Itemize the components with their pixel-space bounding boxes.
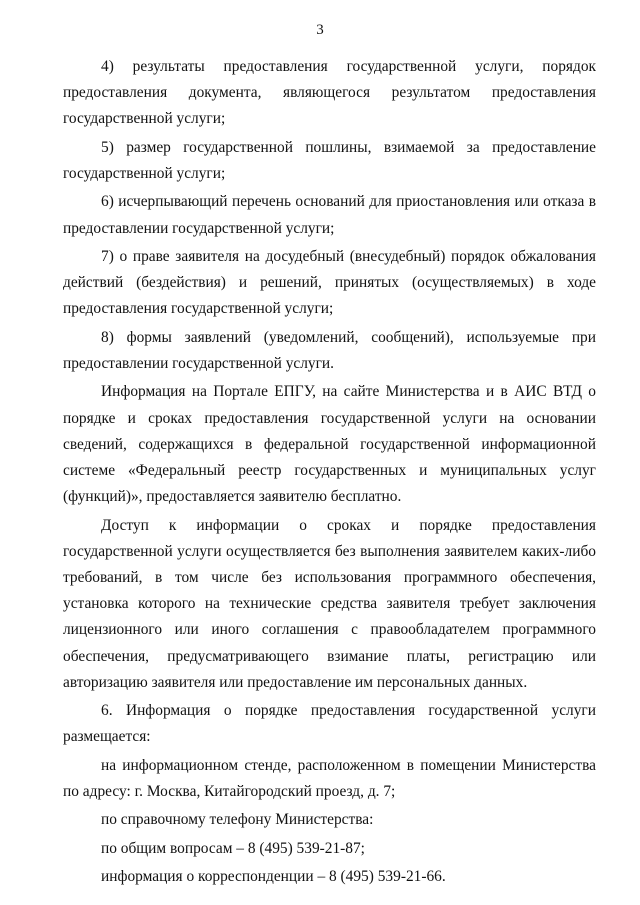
document-body <box>63 54 596 890</box>
paragraph-phone-correspondence: информация о корреспонденции – 8 (495) 539-21-66. <box>101 868 446 886</box>
paragraph-access-info: Доступ к информации о сроках и порядке предоставления государственной услуги осуществляется без выполнения заявителем каких-либо требований, в том числе без использования программного обеспечения, установка которого на технические средства заявителя требует заключения лицензионного или иного соглашения с правообладателем программного обеспечения, предусматривающего взимание платы, регистрацию или авторизацию заявителя или предоставление им персональных данных. <box>63 516 596 691</box>
page-number: 3 <box>316 22 324 38</box>
paragraph-portal-info: Информация на Портале ЕПГУ, на сайте Министерства и в АИС ВТД о порядке и сроках предоставления государственной услуги на основании сведений, содержащихся в федеральной государственной информационной системе «Федеральный реестр государственных и муниципальных услуг (функций)», предоставляется заявителю бесплатно. <box>63 383 596 506</box>
paragraph-phone-general: по общим вопросам – 8 (495) 539-21-87; <box>101 839 365 857</box>
paragraph-item-8-forms: 8) формы заявлений (уведомлений, сообщений), используемые при предоставлении государственной услуги. <box>63 328 596 372</box>
paragraph-item-7-appeal: 7) о праве заявителя на досудебный (внесудебный) порядок обжалования действий (бездействия) и решений, принятых (осуществляемых) в ходе предоставления государственной услуги; <box>63 247 596 318</box>
paragraph-phone-heading: по справочному телефону Министерства: <box>101 811 374 829</box>
paragraph-section-6: 6. Информация о порядке предоставления государственной услуги размещается: <box>63 702 596 746</box>
paragraph-item-6-grounds: 6) исчерпывающий перечень оснований для приостановления или отказа в предоставлении государственной услуги; <box>63 193 596 237</box>
paragraph-info-stand: на информационном стенде, расположенном в помещении Министерства по адресу: г. Москва, Китайгородский проезд, д. 7; <box>63 756 596 800</box>
paragraph-item-5-fee: 5) размер государственной пошлины, взимаемой за предоставление государственной услуги; <box>63 138 596 182</box>
paragraph-item-4-results: 4) результаты предоставления государственной услуги, порядок предоставления документа, являющегося результатом предоставления государственной услуги; <box>63 58 596 128</box>
